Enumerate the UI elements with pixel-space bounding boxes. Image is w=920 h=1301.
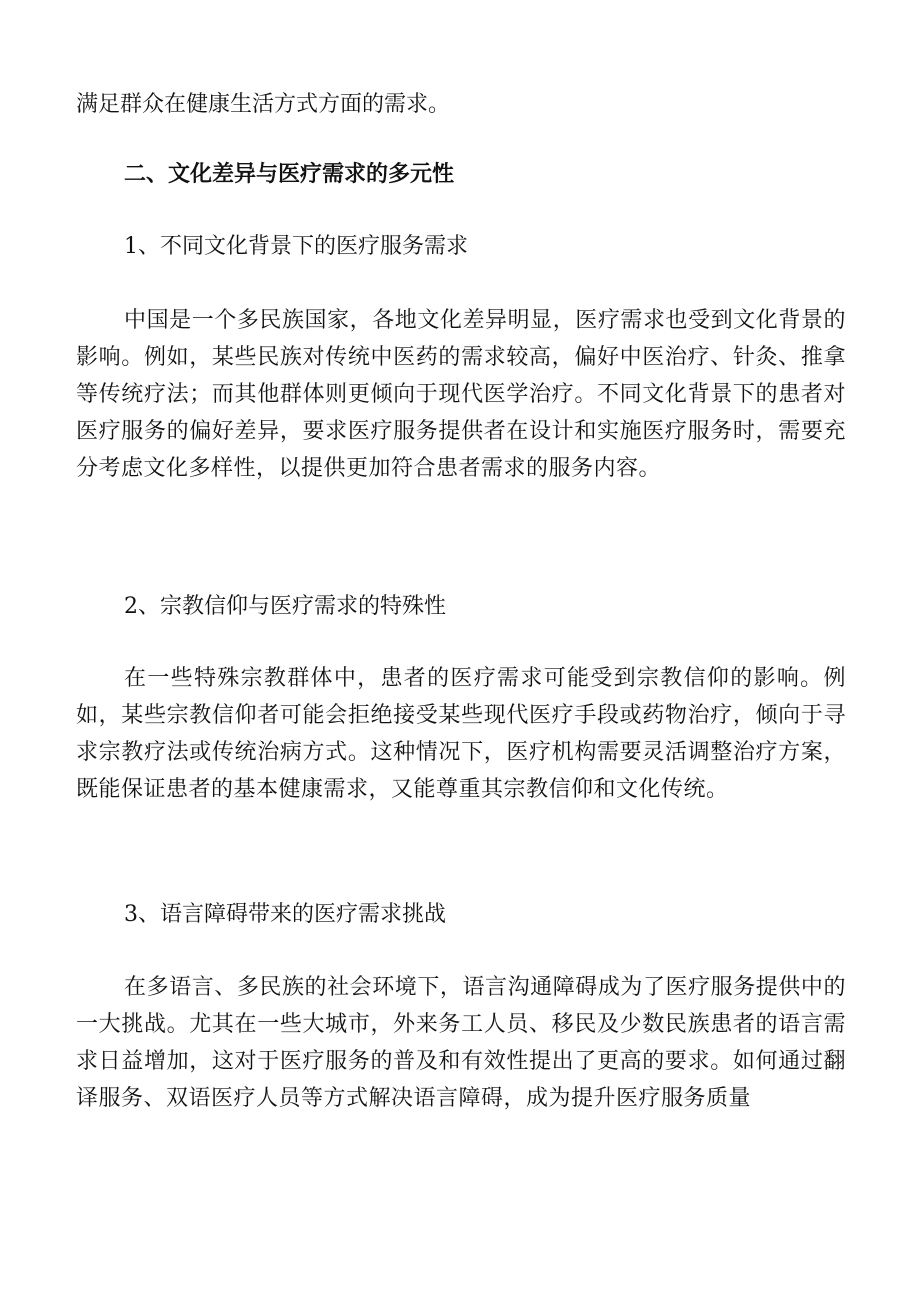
paragraph-2: 在一些特殊宗教群体中，患者的医疗需求可能受到宗教信仰的影响。例如，某些宗教信仰者可能会拒绝接受某些现代医疗手段或药物治疗，倾向于寻求宗教疗法或传统治病方式。这种情况下，医疗机构需要灵活调整治疗方案，既能保证患者的基本健康需求，又能尊重其宗教信仰和文化传统。 — [76, 666, 846, 802]
paragraph-3: 在多语言、多民族的社会环境下，语言沟通障碍成为了医疗服务提供中的一大挑战。尤其在一些大城市，外来务工人员、移民及少数民族患者的语言需求日益增加，这对于医疗服务的普及和有效性提出了更高的要求。如何通过翻译服务、双语医疗人员等方式解决语言障碍，成为提升医疗服务质量 — [76, 975, 846, 1111]
subsection-title-1: 1、不同文化背景下的医疗服务需求 — [124, 234, 468, 259]
section-heading: 二、文化差异与医疗需求的多元性 — [124, 161, 455, 187]
subsection-title-3: 3、语言障碍带来的医疗需求挑战 — [124, 902, 446, 927]
paragraph-1: 中国是一个多民族国家，各地文化差异明显，医疗需求也受到文化背景的影响。例如，某些民族对传统中医药的需求较高，偏好中医治疗、针灸、推拿等传统疗法；而其他群体则更倾向于现代医学治疗。不同文化背景下的患者对医疗服务的偏好差异，要求医疗服务提供者在设计和实施医疗服务时，需要充分考虑文化多样性，以提供更加符合患者需求的服务内容。 — [76, 308, 846, 481]
continuation-text: 满足群众在健康生活方式方面的需求。 — [76, 92, 451, 117]
subsection-title-2: 2、宗教信仰与医疗需求的特殊性 — [124, 594, 446, 619]
